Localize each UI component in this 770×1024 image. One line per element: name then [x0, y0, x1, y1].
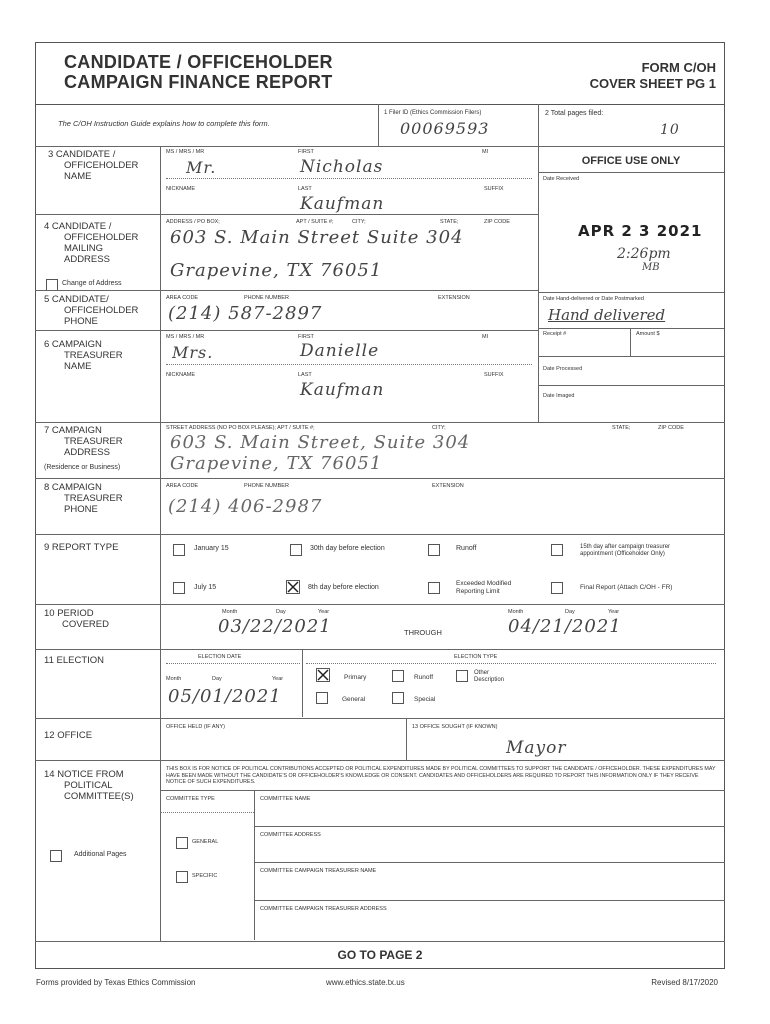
- hand-delivered-label: Date Hand-delivered or Date Postmarked: [543, 296, 644, 302]
- s14-committee-address-label: COMMITTEE ADDRESS: [260, 832, 321, 838]
- s7-address-line2[interactable]: Grapevine, TX 76051: [170, 453, 383, 474]
- election-other-label: Other Description: [474, 670, 505, 683]
- s4-state-label: STATE;: [440, 219, 459, 225]
- section11-label: 11 ELECTION: [44, 655, 105, 666]
- report-type-15day-checkbox[interactable]: [551, 544, 563, 556]
- s11-day-label: Day: [212, 676, 222, 682]
- report-type-final-label: Final Report (Attach C/OH - FR): [580, 584, 673, 591]
- s3-msmrs-label: MS / MRS / MR: [166, 149, 205, 155]
- section3-label-3: NAME: [64, 171, 92, 182]
- form-id: FORM C/OH: [641, 60, 716, 75]
- footer-provided-by: Forms provided by Texas Ethics Commission: [36, 978, 196, 987]
- s7-city-label: CITY;: [432, 425, 446, 431]
- s10-from-year-label: Year: [318, 609, 330, 615]
- s5-ext-label: EXTENSION: [438, 295, 470, 301]
- s11-type-label: ELECTION TYPE: [454, 654, 498, 660]
- section10-label-2: COVERED: [62, 619, 109, 630]
- s10-to-month-label: Month: [508, 609, 524, 615]
- s5-area-label: AREA CODE: [166, 295, 199, 301]
- s3-mi-label: MI: [482, 149, 489, 155]
- report-type-final-checkbox[interactable]: [551, 582, 563, 594]
- section9-label: 9 REPORT TYPE: [44, 542, 119, 553]
- s6-first-value[interactable]: Danielle: [300, 341, 380, 361]
- section7-label-1: 7 CAMPAIGN: [44, 425, 102, 436]
- cover-sheet-label: COVER SHEET PG 1: [589, 76, 716, 91]
- section5-label-3: PHONE: [64, 316, 98, 327]
- election-runoff-checkbox[interactable]: [392, 670, 404, 682]
- received-stamp-initials: MB: [642, 262, 660, 273]
- section10-label-1: 10 PERIOD: [44, 608, 94, 619]
- section6-label-3: NAME: [64, 361, 92, 372]
- section7-label-3: ADDRESS: [64, 447, 110, 458]
- s14-treasurer-address-label: COMMITTEE CAMPAIGN TREASURER ADDRESS: [260, 906, 387, 912]
- receipt-label: Receipt #: [543, 331, 567, 337]
- s3-first-label: FIRST: [298, 149, 314, 155]
- s3-first-value[interactable]: Nicholas: [300, 157, 384, 177]
- s4-zip-label: ZIP CODE: [484, 219, 510, 225]
- instruction-text: The C/OH Instruction Guide explains how to complete this form.: [58, 119, 270, 128]
- section14-label-1: 14 NOTICE FROM: [44, 769, 124, 780]
- committee-specific-checkbox[interactable]: [176, 871, 188, 883]
- report-type-8day-checkbox[interactable]: [286, 580, 300, 594]
- date-processed-label: Date Processed: [543, 366, 583, 372]
- section3-label-2: OFFICEHOLDER: [64, 160, 139, 171]
- s12-held-label: OFFICE HELD (IF ANY): [166, 724, 225, 730]
- report-type-jul15-label: July 15: [194, 584, 217, 591]
- election-primary-checkbox[interactable]: [316, 668, 330, 682]
- committee-general-label: GENERAL: [192, 839, 219, 845]
- election-general-label: General: [342, 696, 366, 703]
- s11-date-label: ELECTION DATE: [198, 654, 242, 660]
- election-general-checkbox[interactable]: [316, 692, 328, 704]
- filer-id-value[interactable]: 00069593: [400, 119, 490, 138]
- s7-street-label: STREET ADDRESS (NO PO BOX PLEASE); APT / SUITE #;: [166, 425, 315, 431]
- section3-label-1: 3 CANDIDATE /: [48, 149, 116, 160]
- s5-phone-value[interactable]: (214) 587-2897: [168, 303, 323, 324]
- form-title-line2: CAMPAIGN FINANCE REPORT: [64, 72, 333, 92]
- period-through-label: THROUGH: [404, 628, 442, 637]
- s3-last-value[interactable]: Kaufman: [300, 194, 385, 214]
- s14-treasurer-name-label: COMMITTEE CAMPAIGN TREASURER NAME: [260, 868, 377, 874]
- total-pages-label: 2 Total pages filed:: [545, 110, 604, 117]
- section6-label-2: TREASURER: [64, 350, 123, 361]
- report-type-jan15-checkbox[interactable]: [173, 544, 185, 556]
- go-to-page-2: GO TO PAGE 2: [337, 948, 423, 962]
- total-pages-value[interactable]: 10: [660, 122, 680, 138]
- s3-last-label: LAST: [298, 186, 312, 192]
- report-type-exceeded-checkbox[interactable]: [428, 582, 440, 594]
- s6-suffix-label: SUFFIX: [484, 372, 504, 378]
- hand-delivered-value: Hand delivered: [548, 306, 666, 324]
- section14-label-2: POLITICAL: [64, 780, 113, 791]
- s6-msmrs-value[interactable]: Mrs.: [172, 343, 214, 362]
- s11-month-label: Month: [166, 676, 182, 682]
- s6-nickname-label: NICKNAME: [166, 372, 196, 378]
- s14-committee-name-label: COMMITTEE NAME: [260, 796, 311, 802]
- s6-last-value[interactable]: Kaufman: [300, 380, 385, 400]
- amount-label: Amount $: [636, 331, 660, 337]
- s8-ext-label: EXTENSION: [432, 483, 464, 489]
- s4-city-label: CITY;: [352, 219, 366, 225]
- s4-address-line2[interactable]: Grapevine, TX 76051: [170, 260, 383, 281]
- election-special-label: Special: [414, 696, 436, 703]
- report-type-30day-checkbox[interactable]: [290, 544, 302, 556]
- section14-label-3: COMMITTEE(S): [64, 791, 134, 802]
- election-other-checkbox[interactable]: [456, 670, 468, 682]
- office-use-title: OFFICE USE ONLY: [581, 155, 681, 167]
- section6-label-1: 6 CAMPAIGN: [44, 339, 102, 350]
- s10-from-month-label: Month: [222, 609, 238, 615]
- s4-apt-label: APT / SUITE #;: [296, 219, 334, 225]
- section7-label-2: TREASURER: [64, 436, 123, 447]
- report-type-8day-label: 8th day before election: [308, 584, 379, 591]
- election-date-value[interactable]: 05/01/2021: [168, 686, 282, 707]
- period-from-value[interactable]: 03/22/2021: [218, 616, 332, 637]
- s8-phone-label: PHONE NUMBER: [244, 483, 289, 489]
- received-stamp-date: APR 2 3 2021: [578, 222, 703, 240]
- s7-state-label: STATE;: [612, 425, 631, 431]
- committee-general-checkbox[interactable]: [176, 837, 188, 849]
- s4-address-label: ADDRESS / PO BOX;: [166, 219, 220, 225]
- s6-first-label: FIRST: [298, 334, 314, 340]
- report-type-runoff-label: Runoff: [456, 545, 477, 552]
- received-stamp-time: 2:26pm: [617, 246, 671, 262]
- s7-zip-label: ZIP CODE: [658, 425, 684, 431]
- section8-label-2: TREASURER: [64, 493, 123, 504]
- filer-id-label: 1 Filer ID (Ethics Commission Filers): [384, 110, 482, 116]
- section4-label-3: MAILING: [64, 243, 104, 254]
- footer-url: www.ethics.state.tx.us: [326, 978, 405, 987]
- change-of-address-label: Change of Address: [62, 280, 122, 287]
- section12-label: 12 OFFICE: [44, 730, 93, 741]
- s10-from-day-label: Day: [276, 609, 286, 615]
- s10-to-year-label: Year: [608, 609, 620, 615]
- s13-sought-value[interactable]: Mayor: [506, 738, 567, 758]
- section4-label-4: ADDRESS: [64, 254, 110, 265]
- report-type-exceeded-label: Exceeded Modified Reporting Limit: [456, 580, 512, 595]
- checkmark-x-icon: [287, 581, 299, 593]
- s14-notice-text: THIS BOX IS FOR NOTICE OF POLITICAL CONTRIBUTIONS ACCEPTED OR POLITICAL EXPENDITURES MADE BY POLITICAL COMMITTEES TO SUPPORT THE CANDIDATE / OFFICEHOLDER. THESE EXPENDITURES MAY HAVE BEEN MADE WITHOUT THE CANDIDATE'S OR OFFICEHOLDER'S KNOWLEDGE OR CONSENT. CANDIDATES AND OFFICEHOLDERS ARE REQUIRED TO REPORT THIS INFORMATION ONLY IF THEY RECEIVE NOTICE OF SUCH EXPENDITURES.: [166, 766, 716, 785]
- section5-label-1: 5 CANDIDATE/: [44, 294, 109, 305]
- election-runoff-label: Runoff: [414, 674, 434, 681]
- s6-mi-label: MI: [482, 334, 489, 340]
- section8-label-1: 8 CAMPAIGN: [44, 482, 102, 493]
- additional-pages-checkbox[interactable]: [50, 850, 62, 862]
- additional-pages-label: Additional Pages: [74, 851, 127, 858]
- s14-committee-type-label: COMMITTEE TYPE: [166, 796, 215, 802]
- election-special-checkbox[interactable]: [392, 692, 404, 704]
- s6-last-label: LAST: [298, 372, 312, 378]
- form-title-line1: CANDIDATE / OFFICEHOLDER: [64, 52, 333, 72]
- report-type-runoff-checkbox[interactable]: [428, 544, 440, 556]
- s13-sought-label: 13 OFFICE SOUGHT (IF KNOWN): [412, 724, 498, 730]
- report-type-15day-label: 15th day after campaign treasurer appointment (Officeholder Only): [580, 544, 671, 557]
- s8-area-label: AREA CODE: [166, 483, 199, 489]
- s3-suffix-label: SUFFIX: [484, 186, 504, 192]
- s5-phone-label: PHONE NUMBER: [244, 295, 289, 301]
- footer-revised: Revised 8/17/2020: [651, 978, 718, 987]
- s6-msmrs-label: MS / MRS / MR: [166, 334, 205, 340]
- s3-nickname-label: NICKNAME: [166, 186, 196, 192]
- date-imaged-label: Date Imaged: [543, 393, 575, 399]
- s3-msmrs-value[interactable]: Mr.: [186, 158, 217, 177]
- section7-sub-label: (Residence or Business): [44, 464, 121, 471]
- s4-address-line1[interactable]: 603 S. Main Street Suite 304: [170, 227, 464, 248]
- committee-specific-label: SPECIFIC: [192, 873, 218, 879]
- section4-label-1: 4 CANDIDATE /: [44, 221, 112, 232]
- s11-year-label: Year: [272, 676, 284, 682]
- office-use-box: [538, 146, 725, 422]
- s10-to-day-label: Day: [565, 609, 575, 615]
- report-type-jan15-label: January 15: [194, 545, 229, 552]
- checkmark-x-icon: [317, 669, 329, 681]
- s8-phone-value[interactable]: (214) 406-2987: [168, 496, 323, 517]
- report-type-jul15-checkbox[interactable]: [173, 582, 185, 594]
- period-to-value[interactable]: 04/21/2021: [508, 616, 622, 637]
- report-type-30day-label: 30th day before election: [310, 545, 385, 552]
- section4-label-2: OFFICEHOLDER: [64, 232, 139, 243]
- election-primary-label: Primary: [344, 674, 367, 681]
- date-received-label: Date Received: [543, 176, 580, 182]
- s7-address-line1[interactable]: 603 S. Main Street, Suite 304: [170, 432, 471, 453]
- section8-label-3: PHONE: [64, 504, 98, 515]
- section5-label-2: OFFICEHOLDER: [64, 305, 139, 316]
